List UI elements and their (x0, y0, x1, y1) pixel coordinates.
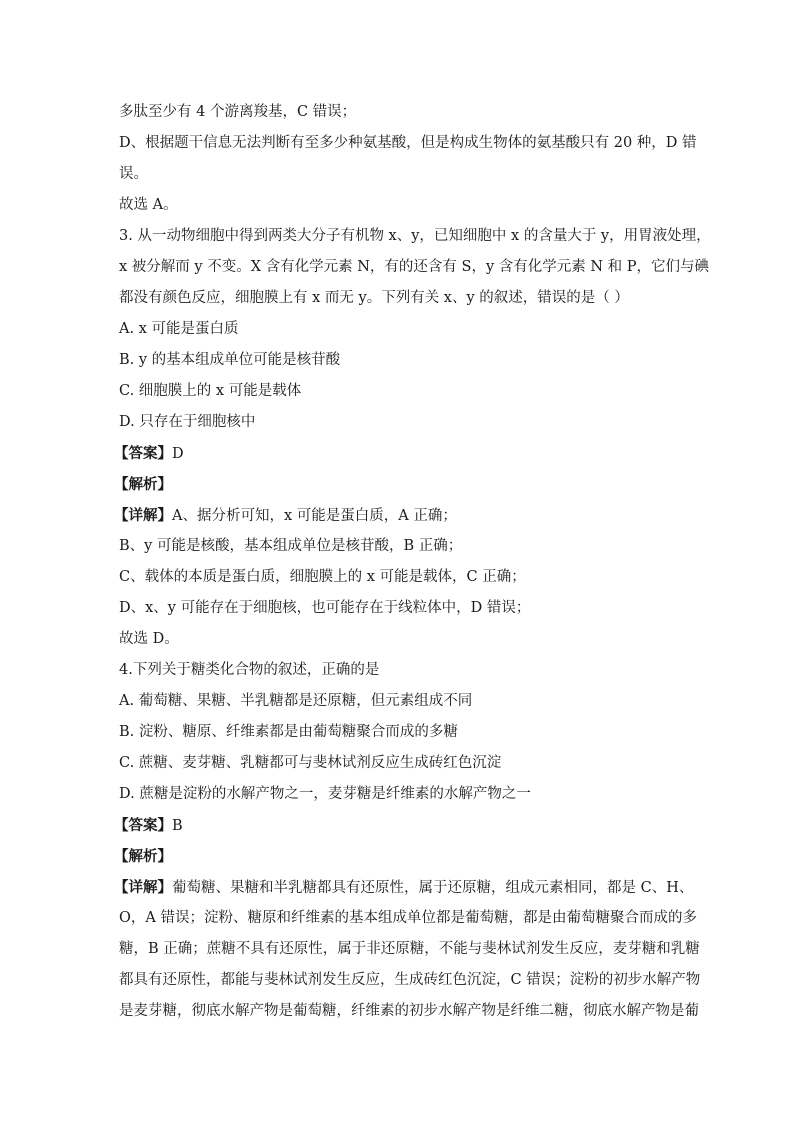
detail-text: 是麦芽糖，彻底水解产物是葡萄糖，纤维素的初步水解产物是纤维二糖，彻底水解产物是葡 (119, 1003, 699, 1019)
detail-text: B、y 可能是核酸，基本组成单位是核苷酸，B 正确； (119, 538, 463, 554)
answer-label: 【答案】 (114, 445, 172, 462)
analysis-label: 【解析】 (114, 476, 172, 493)
detail-text: D、x、y 可能存在于细胞核，也可能存在于线粒体中，D 错误； (119, 600, 531, 616)
answer-value: B (172, 818, 183, 834)
question-3 (114, 221, 711, 655)
detail-line (114, 872, 694, 903)
conclusion: 故选 D。 (119, 631, 179, 647)
detail-text: 葡萄糖、果糖和半乳糖都具有还原性，属于还原糖，组成元素相同，都是 C、H、 (172, 880, 694, 896)
answer-label: 【答案】 (114, 817, 172, 834)
question-stem: x 被分解而 y 不变。X 含有化学元素 N，有的还含有 S，y 含有化学元素 N 和 P，它们与碘 (119, 259, 710, 275)
question-4 (114, 655, 701, 1027)
text-line: D、根据题干信息无法判断有至多少种氨基酸，但是构成生物体的氨基酸只有 20 种，D 错 (119, 135, 697, 151)
text-line: 故选 A。 (119, 197, 178, 213)
option-c: C. 细胞膜上的 x 可能是载体 (119, 383, 302, 399)
detail-text: C、载体的本质是蛋白质，细胞膜上的 x 可能是载体，C 正确； (119, 569, 526, 585)
detail-text: 都具有还原性，都能与斐林试剂发生反应，生成砖红色沉淀，C 错误；淀粉的初步水解产物 (119, 972, 701, 988)
detail-line (114, 500, 679, 531)
option-a: A. x 可能是蛋白质 (119, 321, 239, 337)
option-d: D. 只存在于细胞核中 (119, 414, 256, 430)
text-line: 误。 (119, 166, 148, 182)
option-a: A. 葡萄糖、果糖、半乳糖都是还原糖，但元素组成不同 (119, 693, 473, 709)
option-b: B. y 的基本组成单位可能是核苷酸 (119, 352, 341, 368)
analysis-label: 【解析】 (114, 848, 172, 865)
text-line: 多肽至少有 4 个游离羧基，C 错误； (119, 104, 357, 120)
detail-label: 【详解】 (114, 507, 172, 524)
detail-text: A、据分析可知，x 可能是蛋白质，A 正确； (172, 508, 457, 524)
answer-value: D (172, 446, 184, 462)
detail-text: 糖，B 正确；蔗糖不具有还原性，属于非还原糖，不能与斐林试剂发生反应，麦芽糖和乳糖 (119, 941, 700, 957)
question-stem: 都没有颜色反应，细胞膜上有 x 而无 y。下列有关 x、y 的叙述，错误的是（ ） (119, 290, 629, 306)
option-d: D. 蔗糖是淀粉的水解产物之一，麦芽糖是纤维素的水解产物之一 (119, 786, 531, 802)
detail-text: O，A 错误；淀粉、糖原和纤维素的基本组成单位都是葡萄糖，都是由葡萄糖聚合而成的多 (119, 910, 697, 926)
document-content (114, 97, 711, 1027)
option-b: B. 淀粉、糖原、纤维素都是由葡萄糖聚合而成的多糖 (119, 724, 458, 740)
answer-line (114, 810, 679, 841)
question-stem: 4.下列关于糖类化合物的叙述，正确的是 (119, 662, 380, 678)
answer-line (114, 438, 679, 469)
detail-label: 【详解】 (114, 879, 172, 896)
option-c: C. 蔗糖、麦芽糖、乳糖都可与斐林试剂反应生成砖红色沉淀 (119, 755, 502, 771)
question-stem: 3. 从一动物细胞中得到两类大分子有机物 x、y，已知细胞中 x 的含量大于 y，用胃液处理， (119, 228, 711, 244)
